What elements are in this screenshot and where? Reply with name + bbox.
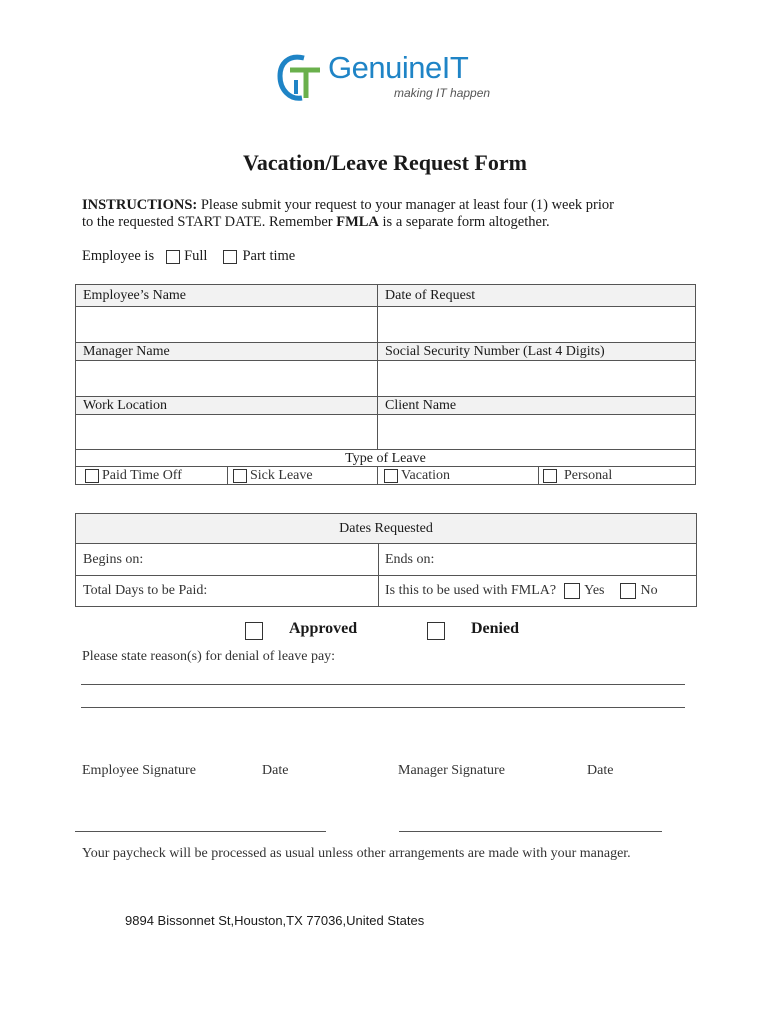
instructions-label: INSTRUCTIONS: bbox=[82, 197, 198, 213]
vacation-label: Vacation bbox=[401, 468, 450, 483]
client-name-field[interactable] bbox=[378, 415, 695, 449]
employee-name-field[interactable] bbox=[76, 307, 378, 343]
company-address: 9894 Bissonnet St,Houston,TX 77036,United States bbox=[125, 913, 425, 928]
part-time-checkbox[interactable] bbox=[223, 250, 237, 264]
fmla-yes-checkbox[interactable] bbox=[564, 583, 580, 599]
denial-reason-line-1[interactable] bbox=[81, 684, 685, 685]
manager-name-field[interactable] bbox=[76, 361, 378, 396]
ends-on-label: Ends on: bbox=[385, 552, 435, 567]
manager-signature-line[interactable] bbox=[399, 831, 662, 832]
leave-option-vacation bbox=[384, 468, 450, 484]
ssn-header: Social Security Number (Last 4 Digits) bbox=[378, 343, 695, 361]
work-location-header: Work Location bbox=[76, 397, 378, 415]
type-of-leave-title: Type of Leave bbox=[345, 451, 426, 466]
employee-signature-line[interactable] bbox=[75, 831, 326, 832]
instructions-line2a: to the requested START DATE. Remember bbox=[82, 214, 337, 230]
fmla-yes-label: Yes bbox=[584, 583, 605, 598]
sick-leave-checkbox[interactable] bbox=[233, 469, 247, 483]
employee-type-label: Employee is bbox=[82, 248, 155, 264]
form-title: Vacation/Leave Request Form bbox=[243, 150, 527, 175]
instructions-line1: Please submit your request to your manager at least four (1) week prior bbox=[197, 197, 614, 213]
fmla-no-checkbox[interactable] bbox=[620, 583, 636, 599]
leave-option-sick bbox=[233, 468, 313, 484]
paycheck-note: Your paycheck will be processed as usual unless other arrangements are made with your manager. bbox=[82, 846, 631, 861]
instructions-line2b: is a separate form altogether. bbox=[378, 214, 550, 230]
total-days-field[interactable] bbox=[226, 576, 376, 606]
logo-mark-icon bbox=[276, 50, 328, 108]
denial-reason-prompt: Please state reason(s) for denial of leave pay: bbox=[82, 649, 336, 664]
fmla-question-row bbox=[385, 583, 658, 599]
manager-signature-label: Manager Signature bbox=[398, 763, 505, 778]
denied-label: Denied bbox=[471, 620, 519, 637]
logo-name: GenuineIT bbox=[328, 50, 469, 85]
fmla-no-label: No bbox=[640, 583, 658, 598]
ends-on-field[interactable] bbox=[446, 545, 692, 575]
approved-checkbox[interactable] bbox=[245, 622, 263, 640]
employee-date-label: Date bbox=[262, 763, 289, 778]
sick-leave-label: Sick Leave bbox=[250, 468, 313, 483]
date-of-request-field[interactable] bbox=[378, 307, 695, 343]
ssn-field[interactable] bbox=[378, 361, 695, 396]
employee-signature-label: Employee Signature bbox=[82, 763, 196, 778]
company-logo bbox=[276, 50, 498, 108]
approved-label: Approved bbox=[289, 620, 358, 637]
leave-option-personal bbox=[543, 468, 612, 484]
instructions-fmla: FMLA bbox=[336, 214, 379, 230]
leave-option-pto bbox=[85, 468, 182, 484]
pto-checkbox[interactable] bbox=[85, 469, 99, 483]
denial-reason-line-2[interactable] bbox=[81, 707, 685, 708]
begins-on-field[interactable] bbox=[186, 545, 376, 575]
dates-requested-title: Dates Requested bbox=[76, 514, 696, 544]
personal-checkbox[interactable] bbox=[543, 469, 557, 483]
manager-name-header: Manager Name bbox=[76, 343, 378, 361]
instructions bbox=[82, 197, 682, 231]
denied-checkbox[interactable] bbox=[427, 622, 445, 640]
manager-date-label: Date bbox=[587, 763, 614, 778]
work-location-field[interactable] bbox=[76, 415, 378, 449]
date-of-request-header: Date of Request bbox=[378, 285, 695, 307]
full-label: Full bbox=[184, 248, 208, 264]
begins-on-label: Begins on: bbox=[83, 552, 144, 567]
client-name-header: Client Name bbox=[378, 397, 695, 415]
fmla-question-label: Is this to be used with FMLA? bbox=[385, 583, 557, 598]
employee-name-header: Employee’s Name bbox=[76, 285, 378, 307]
total-days-label: Total Days to be Paid: bbox=[83, 583, 208, 598]
personal-label: Personal bbox=[564, 468, 613, 483]
part-time-label: Part time bbox=[242, 248, 296, 264]
employee-info-table bbox=[75, 284, 696, 485]
vacation-checkbox[interactable] bbox=[384, 469, 398, 483]
pto-label: Paid Time Off bbox=[102, 468, 182, 483]
full-checkbox[interactable] bbox=[166, 250, 180, 264]
logo-tagline: making IT happen bbox=[394, 86, 491, 100]
employee-type-row bbox=[82, 248, 295, 265]
dates-requested-table bbox=[75, 513, 697, 607]
